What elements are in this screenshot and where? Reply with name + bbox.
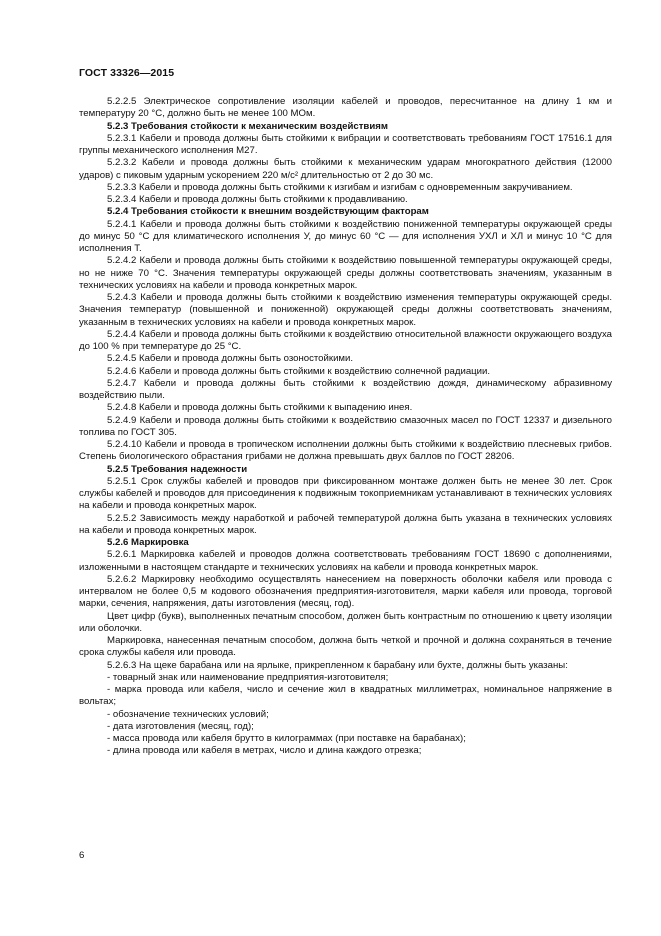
paragraph: 5.2.4.7 Кабели и провода должны быть стойкими к воздействию дождя, динамическому абразивному воздействию пыли. [79, 377, 612, 401]
paragraph: 5.2.4.5 Кабели и провода должны быть озоностойкими. [107, 353, 354, 365]
paragraph: 5.2.6.3 На щеке барабана или на ярлыке, прикрепленном к барабану или бухте, должны быть указаны: [107, 659, 568, 671]
paragraph: 5.2.4.1 Кабели и провода должны быть стойкими к воздействию пониженной температуры окружающей среды до минус 50 °С для климатического исполнения У, до минус 60 °С — для исполнения УХЛ и ХЛ и минус 10 °С для исполнения Т. [79, 218, 612, 254]
list-item: - дата изготовления (месяц, год); [107, 720, 254, 732]
paragraph: 5.2.4.9 Кабели и провода должны быть стойкими к воздействию смазочных масел по ГОСТ 12337 и дизельного топлива по ГОСТ 305. [79, 414, 612, 438]
paragraph: 5.2.3.2 Кабели и провода должны быть стойкими к механическим ударам многократного действия (12000 ударов) с пиковым ударным ускорением 220 м/с² длительностью от 2 до 30 мс. [79, 157, 612, 181]
page-number: 6 [79, 850, 85, 861]
paragraph: 5.2.6.1 Маркировка кабелей и проводов должна соответствовать требованиям ГОСТ 18690 с дополнениями, изложенными в настоящем стандарте и технических условиях на кабели и провода конкретных марок. [79, 549, 612, 573]
paragraph: 5.2.3.1 Кабели и провода должны быть стойкими к вибрации и соответствовать требованиям ГОСТ 17516.1 для группы механического исполнения М27. [79, 132, 612, 156]
paragraph: 5.2.6.2 Маркировку необходимо осуществлять нанесением на поверхность оболочки кабеля или провода с интервалом не более 0,5 м кодового обозначения предприятия-изготовителя, марки кабеля или провода, торговой марки, сечения, напряжения, даты изготовления (месяц, год). [79, 573, 612, 610]
paragraph: 5.2.4.3 Кабели и провода должны быть стойкими к воздействию изменения температуры окружающей среды. Значения температур (повышенной и пониженной) окружающей среды должны соответствовать значениям, указанным в технических условиях на кабели и провода конкретных марок. [79, 292, 612, 328]
document-body [79, 96, 612, 758]
section-heading: 5.2.6 Маркировка [107, 537, 189, 548]
paragraph: 5.2.5.1 Срок службы кабелей и проводов при фиксированном монтаже должен быть не менее 30 лет. Срок службы кабелей и проводов для присоединения к подвижным токоприемникам устанавливают в технических условиях на кабели и провода конкретных марок. [79, 475, 612, 512]
list-item: - обозначение технических условий; [107, 708, 269, 720]
standard-header: ГОСТ 33326—2015 [79, 67, 175, 79]
paragraph: 5.2.2.5 Электрическое сопротивление изоляции кабелей и проводов, пересчитанное на длину 1 км и температуру 20 °С, должно быть не менее 100 МОм. [79, 96, 612, 120]
paragraph: 5.2.5.2 Зависимость между наработкой и рабочей температурой должна быть указана в технических условиях на кабели и провода конкретных марок. [79, 512, 612, 536]
list-item: - марка провода или кабеля, число и сечение жил в квадратных миллиметрах, номинальное напряжение в вольтах; [79, 684, 612, 708]
paragraph: Маркировка, нанесенная печатным способом, должна быть четкой и прочной и должна сохраняться в течение срока службы кабеля или провода. [79, 635, 612, 659]
section-heading: 5.2.5 Требования надежности [107, 463, 248, 475]
section-heading: 5.2.3 Требования стойкости к механическим воздействиям [107, 120, 388, 132]
paragraph: 5.2.4.4 Кабели и провода должны быть стойкими к воздействию относительной влажности окружающего воздуха до 100 % при температуре до 25 °С. [79, 328, 612, 352]
paragraph: 5.2.3.3 Кабели и провода должны быть стойкими к изгибам и изгибам с одновременным закручиванием. [107, 181, 573, 193]
paragraph: 5.2.4.8 Кабели и провода должны быть стойкими к выпадению инея. [107, 402, 413, 414]
paragraph: Цвет цифр (букв), выполненных печатным способом, должен быть контрастным по отношению к цвету изоляции или оболочки. [79, 610, 612, 634]
list-item: - масса провода или кабеля брутто в килограммах (при поставке на барабанах); [107, 733, 466, 744]
section-heading: 5.2.4 Требования стойкости к внешним воздействующим факторам [107, 206, 429, 218]
paragraph: 5.2.4.6 Кабели и провода должны быть стойкими к воздействию солнечной радиации. [107, 365, 491, 377]
paragraph: 5.2.3.4 Кабели и провода должны быть стойкими к продавливанию. [107, 194, 408, 205]
list-item: - товарный знак или наименование предприятия-изготовителя; [107, 671, 389, 683]
paragraph: 5.2.4.2 Кабели и провода должны быть стойкими к воздействию повышенной температуры окружающей среды, но не ниже 70 °С. Значения температуры окружающей среды должны соответствовать значениям, указанным в технических условиях на кабели и провода конкретных марок. [79, 255, 612, 291]
list-item: - длина провода или кабеля в метрах, число и длина каждого отрезка; [107, 745, 422, 757]
paragraph: 5.2.4.10 Кабели и провода в тропическом исполнении должны быть стойкими к воздействию плесневых грибов. Степень биологического обрастания грибами не должна превышать двух баллов по ГОСТ 28206. [79, 439, 612, 463]
